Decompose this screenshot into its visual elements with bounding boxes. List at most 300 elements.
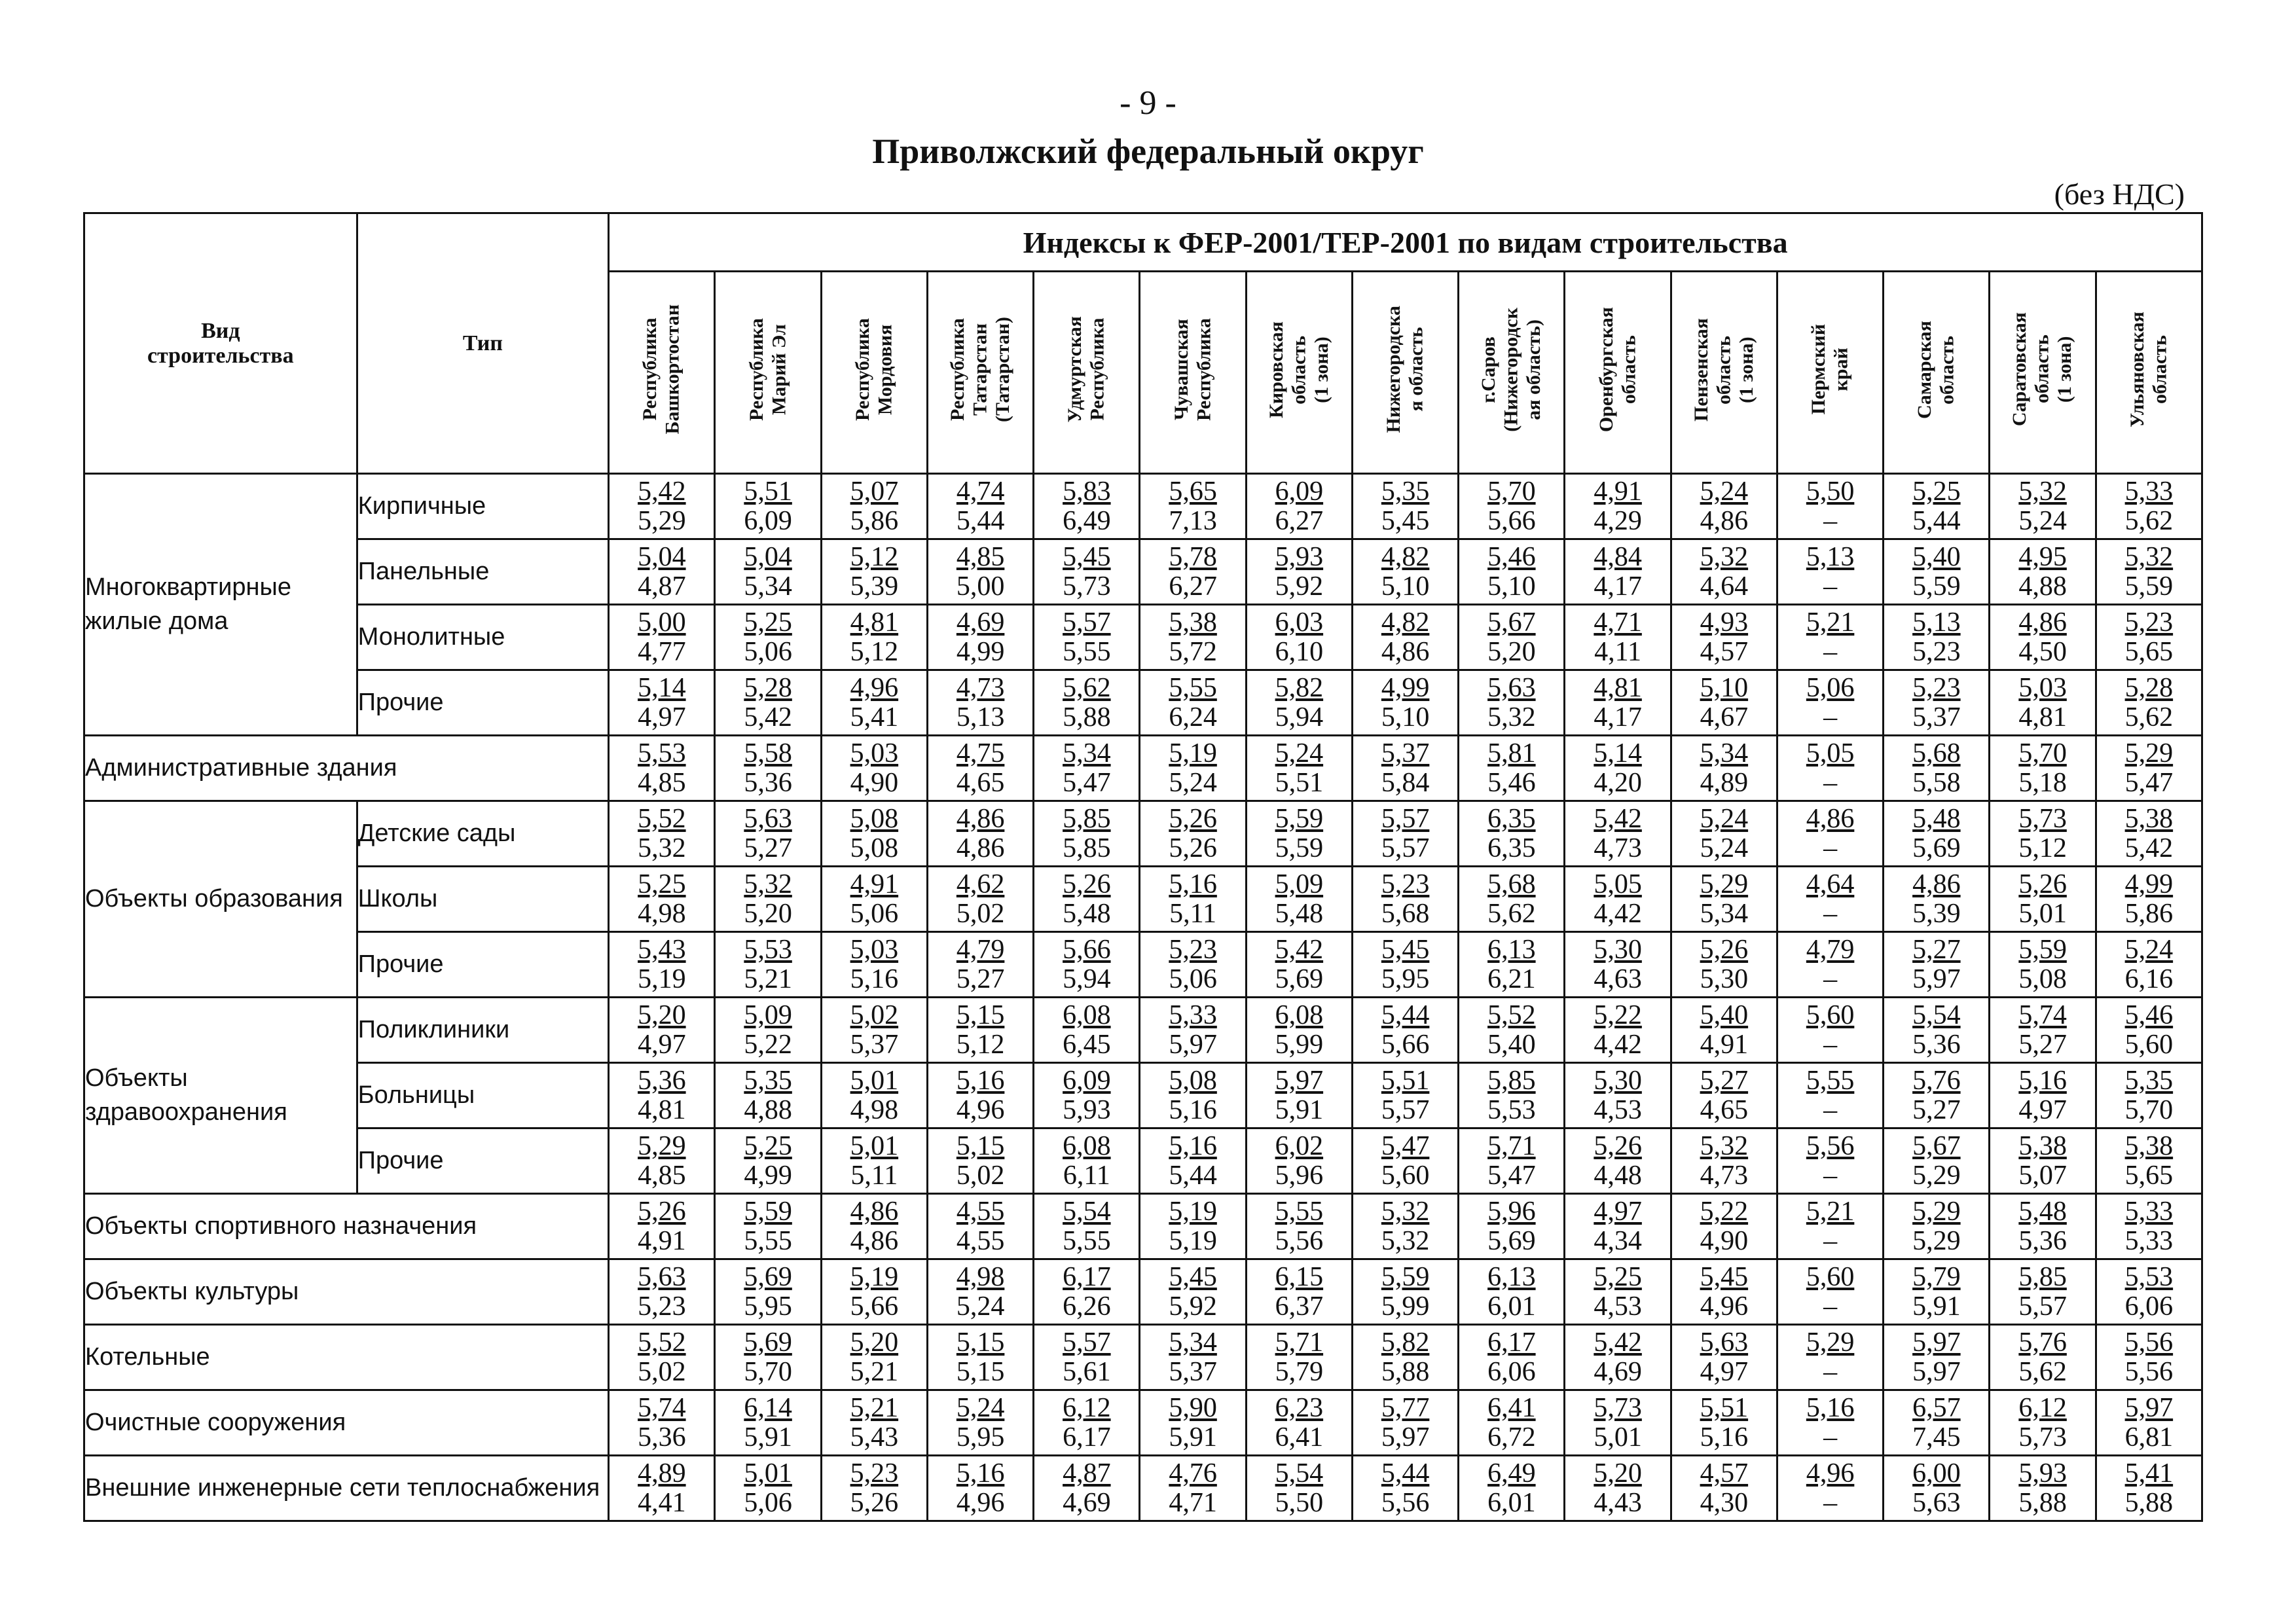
index-cell — [1034, 998, 1140, 1063]
index-cell — [2096, 474, 2202, 539]
index-cell — [715, 1128, 821, 1194]
fer-index-value: 6,41 — [1487, 1392, 1536, 1423]
region-header — [1990, 272, 2096, 474]
index-cell — [1671, 932, 1777, 998]
index-cell — [1459, 932, 1565, 998]
fer-index-value: 5,51 — [744, 476, 792, 507]
index-cell — [1884, 605, 1990, 670]
fer-index-value: 5,26 — [2018, 869, 2067, 899]
region-header — [1671, 272, 1777, 474]
fer-index-value: 5,60 — [1806, 1000, 1855, 1030]
ter-index-value: 5,27 — [744, 833, 792, 863]
ter-index-value: – — [1823, 1356, 1838, 1387]
table-row — [84, 932, 2202, 998]
fer-index-value: 5,27 — [1700, 1065, 1749, 1096]
ter-index-value: 5,18 — [2018, 767, 2067, 798]
fer-index-value: 5,66 — [1063, 934, 1111, 965]
index-cell — [1671, 670, 1777, 736]
index-cell — [609, 736, 715, 801]
header-indices-title: Индексы к ФЕР-2001/ТЕР-2001 по видам строительства — [609, 213, 2202, 272]
ter-index-value: 4,99 — [744, 1160, 792, 1191]
ter-index-value: 5,06 — [1169, 964, 1217, 994]
ter-index-value: 5,47 — [2124, 767, 2174, 798]
fer-index-value: 5,27 — [1912, 934, 1961, 965]
fer-index-value: 6,17 — [1063, 1261, 1111, 1292]
ter-index-value: – — [1823, 833, 1838, 863]
vat-note: (без НДС) — [2054, 177, 2185, 211]
fer-index-value: 4,81 — [1594, 672, 1642, 703]
index-cell — [1034, 474, 1140, 539]
ter-index-value: 5,66 — [850, 1291, 899, 1322]
fer-index-value: 5,19 — [1169, 738, 1217, 768]
index-cell — [1884, 1390, 1990, 1456]
index-cell — [1140, 867, 1246, 932]
construction-type-cell: Школы — [357, 867, 609, 932]
index-cell — [927, 867, 1033, 932]
fer-index-value: 4,64 — [1806, 869, 1855, 899]
table-row — [84, 1259, 2202, 1325]
region-label: Пермский край — [1808, 324, 1852, 415]
fer-index-value: 5,01 — [850, 1130, 899, 1161]
fer-index-value: 5,73 — [1594, 1392, 1642, 1423]
index-cell — [1884, 801, 1990, 867]
index-cell — [1884, 670, 1990, 736]
fer-index-value: 4,87 — [1063, 1458, 1111, 1489]
index-cell — [715, 1456, 821, 1521]
ter-index-value: 5,51 — [1275, 767, 1324, 798]
ter-index-value: 5,02 — [638, 1356, 686, 1387]
fer-index-value: 5,79 — [1912, 1261, 1961, 1292]
index-cell — [1352, 1456, 1458, 1521]
fer-index-value: 5,52 — [638, 1327, 686, 1358]
index-cell — [1140, 539, 1246, 605]
ter-index-value: 5,29 — [638, 505, 686, 536]
page-title: Приволжский федеральный округ — [872, 132, 1424, 171]
ter-index-value: 5,27 — [2018, 1029, 2067, 1060]
fer-index-value: 5,57 — [1063, 607, 1111, 638]
ter-index-value: 6,81 — [2124, 1422, 2174, 1453]
region-label: Ульяновская область — [2126, 311, 2171, 428]
fer-index-value: 5,35 — [1381, 476, 1430, 507]
index-cell — [927, 1194, 1033, 1259]
ter-index-value: 4,90 — [1700, 1225, 1749, 1256]
fer-index-value: 5,63 — [1700, 1327, 1749, 1358]
ter-index-value: – — [1823, 898, 1838, 929]
index-cell — [1246, 801, 1352, 867]
index-cell — [1246, 998, 1352, 1063]
ter-index-value: 5,99 — [1381, 1291, 1430, 1322]
index-cell — [2096, 1063, 2202, 1128]
fer-index-value: 4,82 — [1381, 541, 1430, 572]
fer-index-value: 5,40 — [1700, 1000, 1749, 1030]
ter-index-value: 6,27 — [1169, 571, 1217, 602]
fer-index-value: 5,45 — [1169, 1261, 1217, 1292]
index-cell — [1034, 1259, 1140, 1325]
fer-index-value: 4,79 — [956, 934, 1005, 965]
fer-index-value: 5,97 — [2124, 1392, 2174, 1423]
ter-index-value: 5,56 — [1381, 1487, 1430, 1518]
ter-index-value: 5,61 — [1063, 1356, 1111, 1387]
fer-index-value: 5,70 — [2018, 738, 2067, 768]
ter-index-value: 5,86 — [850, 505, 899, 536]
ter-index-value: 5,91 — [1169, 1422, 1217, 1453]
index-cell — [1140, 1390, 1246, 1456]
ter-index-value: 4,65 — [956, 767, 1005, 798]
index-cell — [927, 1063, 1033, 1128]
index-cell — [1671, 1259, 1777, 1325]
ter-index-value: 4,42 — [1594, 1029, 1642, 1060]
fer-index-value: 6,23 — [1275, 1392, 1324, 1423]
index-cell — [1459, 1128, 1565, 1194]
fer-index-value: 4,99 — [1381, 672, 1430, 703]
index-cell — [1990, 1128, 2096, 1194]
ter-index-value: 5,93 — [1063, 1094, 1111, 1125]
construction-kind-cell: Внешние инженерные сети теплоснабжения — [84, 1456, 609, 1521]
fer-index-value: 5,03 — [850, 934, 899, 965]
fer-index-value: 5,38 — [2018, 1130, 2067, 1161]
fer-index-value: 5,59 — [744, 1196, 792, 1227]
ter-index-value: 6,21 — [1487, 964, 1536, 994]
index-cell — [1034, 1390, 1140, 1456]
ter-index-value: 5,26 — [1169, 833, 1217, 863]
index-cell — [1565, 670, 1671, 736]
index-cell — [1777, 1390, 1883, 1456]
region-header — [1459, 272, 1565, 474]
fer-index-value: 5,03 — [850, 738, 899, 768]
index-cell — [1140, 932, 1246, 998]
index-cell — [715, 605, 821, 670]
index-cell — [1565, 736, 1671, 801]
fer-index-value: 5,55 — [1275, 1196, 1324, 1227]
table-row — [84, 801, 2202, 867]
table-row — [84, 605, 2202, 670]
ter-index-value: 6,06 — [2124, 1291, 2174, 1322]
table-row — [84, 736, 2202, 801]
index-cell — [1777, 539, 1883, 605]
index-cell — [927, 801, 1033, 867]
fer-index-value: 5,16 — [2018, 1065, 2067, 1096]
index-cell — [1565, 1194, 1671, 1259]
page-number: - 9 - — [1120, 84, 1176, 122]
ter-index-value: 4,91 — [1700, 1029, 1749, 1060]
fer-index-value: 6,49 — [1487, 1458, 1536, 1489]
fer-index-value: 4,97 — [1594, 1196, 1642, 1227]
index-cell — [1459, 1259, 1565, 1325]
index-cell — [2096, 1325, 2202, 1390]
ter-index-value: 4,88 — [744, 1094, 792, 1125]
fer-index-value: 5,03 — [2018, 672, 2067, 703]
fer-index-value: 5,20 — [638, 1000, 686, 1030]
index-cell — [1990, 801, 2096, 867]
region-label: г.Саров (Нижегородск ая область) — [1478, 307, 1545, 432]
ter-index-value: 5,10 — [1487, 571, 1536, 602]
fer-index-value: 5,73 — [2018, 803, 2067, 834]
fer-index-value: 5,33 — [1169, 1000, 1217, 1030]
ter-index-value: 5,68 — [1381, 898, 1430, 929]
fer-index-value: 5,21 — [850, 1392, 899, 1423]
index-cell — [609, 1456, 715, 1521]
index-cell — [1884, 932, 1990, 998]
region-header — [1352, 272, 1458, 474]
ter-index-value: 4,53 — [1594, 1291, 1642, 1322]
index-cell — [609, 1128, 715, 1194]
index-cell — [1565, 1259, 1671, 1325]
ter-index-value: 5,02 — [956, 898, 1005, 929]
fer-index-value: 5,08 — [850, 803, 899, 834]
ter-index-value: 5,16 — [1700, 1422, 1749, 1453]
fer-index-value: 5,05 — [1594, 869, 1642, 899]
construction-type-cell: Кирпичные — [357, 474, 609, 539]
ter-index-value: 5,55 — [1063, 636, 1111, 667]
ter-index-value: 5,56 — [2124, 1356, 2174, 1387]
fer-index-value: 4,76 — [1169, 1458, 1217, 1489]
fer-index-value: 6,12 — [2018, 1392, 2067, 1423]
ter-index-value: 5,36 — [2018, 1225, 2067, 1256]
fer-index-value: 6,17 — [1487, 1327, 1536, 1358]
ter-index-value: 5,12 — [956, 1029, 1005, 1060]
fer-index-value: 5,58 — [744, 738, 792, 768]
index-cell — [821, 1128, 927, 1194]
index-cell — [1034, 1325, 1140, 1390]
index-cell — [1352, 474, 1458, 539]
index-cell — [609, 605, 715, 670]
index-cell — [1671, 1456, 1777, 1521]
ter-index-value: 5,95 — [956, 1422, 1005, 1453]
fer-index-value: 5,83 — [1063, 476, 1111, 507]
index-cell — [1352, 736, 1458, 801]
ter-index-value: 5,55 — [744, 1225, 792, 1256]
ter-index-value: 5,42 — [744, 702, 792, 732]
index-cell — [1352, 605, 1458, 670]
ter-index-value: 5,97 — [1169, 1029, 1217, 1060]
ter-index-value: 5,32 — [638, 833, 686, 863]
fer-index-value: 5,26 — [1594, 1130, 1642, 1161]
construction-group-cell: Многоквартирные жилые дома — [84, 474, 357, 736]
ter-index-value: 4,81 — [2018, 702, 2067, 732]
ter-index-value: 5,06 — [850, 898, 899, 929]
index-cell — [2096, 1194, 2202, 1259]
index-cell — [1034, 867, 1140, 932]
ter-index-value: 5,01 — [1594, 1422, 1642, 1453]
index-cell — [1034, 1063, 1140, 1128]
index-cell — [609, 801, 715, 867]
ter-index-value: 5,97 — [1381, 1422, 1430, 1453]
index-cell — [715, 932, 821, 998]
fer-index-value: 5,16 — [956, 1065, 1005, 1096]
fer-index-value: 5,54 — [1912, 1000, 1961, 1030]
fer-index-value: 5,34 — [1169, 1327, 1217, 1358]
ter-index-value: 5,62 — [1487, 898, 1536, 929]
index-cell — [1777, 670, 1883, 736]
fer-index-value: 6,13 — [1487, 934, 1536, 965]
index-cell — [1246, 1456, 1352, 1521]
fer-index-value: 5,25 — [744, 1130, 792, 1161]
fer-index-value: 5,10 — [1700, 672, 1749, 703]
fer-index-value: 5,40 — [1912, 541, 1961, 572]
ter-index-value: 5,44 — [956, 505, 1005, 536]
fer-index-value: 5,69 — [744, 1327, 792, 1358]
construction-type-cell: Панельные — [357, 539, 609, 605]
ter-index-value: 5,45 — [1381, 505, 1430, 536]
index-cell — [1671, 474, 1777, 539]
ter-index-value: 5,44 — [1169, 1160, 1217, 1191]
fer-index-value: 5,26 — [638, 1196, 686, 1227]
ter-index-value: 5,50 — [1275, 1487, 1324, 1518]
fer-index-value: 5,63 — [1487, 672, 1536, 703]
ter-index-value: 5,69 — [1912, 833, 1961, 863]
fer-index-value: 4,81 — [850, 607, 899, 638]
fer-index-value: 5,28 — [744, 672, 792, 703]
ter-index-value: 4,97 — [2018, 1094, 2067, 1125]
header-construction-kind-label: Вид строительства — [147, 318, 294, 368]
fer-index-value: 5,29 — [2124, 738, 2174, 768]
ter-index-value: – — [1823, 571, 1838, 602]
index-cell — [1990, 736, 2096, 801]
index-cell — [715, 736, 821, 801]
fer-index-value: 4,84 — [1594, 541, 1642, 572]
region-label: Чувашская Республика — [1170, 317, 1215, 422]
index-cell — [1990, 539, 2096, 605]
fer-index-value: 5,20 — [1594, 1458, 1642, 1489]
ter-index-value: 4,71 — [1169, 1487, 1217, 1518]
fer-index-value: 4,86 — [850, 1196, 899, 1227]
fer-index-value: 5,48 — [1912, 803, 1961, 834]
index-cell — [1352, 539, 1458, 605]
fer-index-value: 5,82 — [1275, 672, 1324, 703]
fer-index-value: 5,42 — [1594, 803, 1642, 834]
ter-index-value: 4,97 — [1700, 1356, 1749, 1387]
fer-index-value: 4,57 — [1700, 1458, 1749, 1489]
index-cell — [2096, 670, 2202, 736]
index-cell — [1034, 1194, 1140, 1259]
fer-index-value: 4,74 — [956, 476, 1005, 507]
fer-index-value: 5,82 — [1381, 1327, 1430, 1358]
ter-index-value: 4,30 — [1700, 1487, 1749, 1518]
fer-index-value: 5,22 — [1594, 1000, 1642, 1030]
index-cell — [927, 998, 1033, 1063]
ter-index-value: 5,39 — [1912, 898, 1961, 929]
ter-index-value: 5,10 — [1381, 702, 1430, 732]
fer-index-value: 6,08 — [1275, 1000, 1324, 1030]
ter-index-value: 5,48 — [1063, 898, 1111, 929]
table-row — [84, 539, 2202, 605]
region-header — [1884, 272, 1990, 474]
index-cell — [2096, 932, 2202, 998]
fer-index-value: 6,09 — [1063, 1065, 1111, 1096]
fer-index-value: 5,62 — [1063, 672, 1111, 703]
ter-index-value: 4,20 — [1594, 767, 1642, 798]
fer-index-value: 5,70 — [1487, 476, 1536, 507]
ter-index-value: 5,11 — [850, 1160, 898, 1191]
index-cell — [1140, 801, 1246, 867]
fer-index-value: 5,53 — [638, 738, 686, 768]
ter-index-value: 4,67 — [1700, 702, 1749, 732]
index-cell — [821, 1456, 927, 1521]
fer-index-value: 5,59 — [2018, 934, 2067, 965]
fer-index-value: 5,22 — [1700, 1196, 1749, 1227]
index-cell — [1777, 1325, 1883, 1390]
index-cell — [715, 1063, 821, 1128]
fer-index-value: 5,12 — [850, 541, 899, 572]
ter-index-value: – — [1823, 505, 1838, 536]
fer-index-value: 5,06 — [1806, 672, 1855, 703]
fer-index-value: 5,38 — [2124, 803, 2174, 834]
fer-index-value: 4,91 — [850, 869, 899, 899]
ter-index-value: 5,65 — [2124, 1160, 2174, 1191]
ter-index-value: 6,27 — [1275, 505, 1324, 536]
ter-index-value: 4,50 — [2018, 636, 2067, 667]
region-header — [821, 272, 927, 474]
fer-index-value: 5,09 — [744, 1000, 792, 1030]
fer-index-value: 5,25 — [1594, 1261, 1642, 1292]
ter-index-value: 5,88 — [2124, 1487, 2174, 1518]
index-cell — [1246, 605, 1352, 670]
fer-index-value: 5,42 — [1275, 934, 1324, 965]
ter-index-value: 5,23 — [638, 1291, 686, 1322]
region-header — [2096, 272, 2202, 474]
ter-index-value: 5,06 — [744, 636, 792, 667]
fer-index-value: 5,32 — [1700, 1130, 1749, 1161]
ter-index-value: 5,48 — [1275, 898, 1324, 929]
fer-index-value: 5,51 — [1700, 1392, 1749, 1423]
fer-index-value: 5,36 — [638, 1065, 686, 1096]
fer-index-value: 5,24 — [956, 1392, 1005, 1423]
ter-index-value: 5,27 — [956, 964, 1005, 994]
index-cell — [1777, 1456, 1883, 1521]
ter-index-value: 6,45 — [1063, 1029, 1111, 1060]
index-cell — [1352, 1390, 1458, 1456]
fer-index-value: 5,52 — [1487, 1000, 1536, 1030]
region-label: Самарская область — [1914, 320, 1958, 419]
ter-index-value: 5,19 — [638, 964, 686, 994]
index-cell — [609, 932, 715, 998]
region-label: Оренбургская область — [1595, 306, 1640, 433]
fer-index-value: 5,05 — [1806, 738, 1855, 768]
index-cell — [1246, 867, 1352, 932]
fer-index-value: 5,01 — [744, 1458, 792, 1489]
ter-index-value: 4,11 — [1594, 636, 1642, 667]
index-cell — [715, 670, 821, 736]
ter-index-value: 5,15 — [956, 1356, 1005, 1387]
index-cell — [1246, 1259, 1352, 1325]
fer-index-value: 5,26 — [1700, 934, 1749, 965]
fer-index-value: 5,32 — [1700, 541, 1749, 572]
ter-index-value: 4,81 — [638, 1094, 686, 1125]
index-cell — [1565, 1128, 1671, 1194]
table-row — [84, 1063, 2202, 1128]
index-cell — [1459, 801, 1565, 867]
index-cell — [1352, 1063, 1458, 1128]
ter-index-value: 5,47 — [1063, 767, 1111, 798]
fer-index-value: 6,08 — [1063, 1000, 1111, 1030]
index-cell — [1352, 801, 1458, 867]
index-cell — [715, 1390, 821, 1456]
ter-index-value: 5,99 — [1275, 1029, 1324, 1060]
fer-index-value: 6,12 — [1063, 1392, 1111, 1423]
fer-index-value: 5,54 — [1275, 1458, 1324, 1489]
ter-index-value: 6,17 — [1063, 1422, 1111, 1453]
index-cell — [1990, 1325, 2096, 1390]
index-cell — [609, 1063, 715, 1128]
index-cell — [821, 539, 927, 605]
fer-index-value: 5,74 — [638, 1392, 686, 1423]
ter-index-value: 4,98 — [638, 898, 686, 929]
ter-index-value: 5,32 — [1381, 1225, 1430, 1256]
fer-index-value: 4,86 — [956, 803, 1005, 834]
ter-index-value: 4,55 — [956, 1225, 1005, 1256]
construction-type-cell: Детские сады — [357, 801, 609, 867]
ter-index-value: 5,20 — [744, 898, 792, 929]
